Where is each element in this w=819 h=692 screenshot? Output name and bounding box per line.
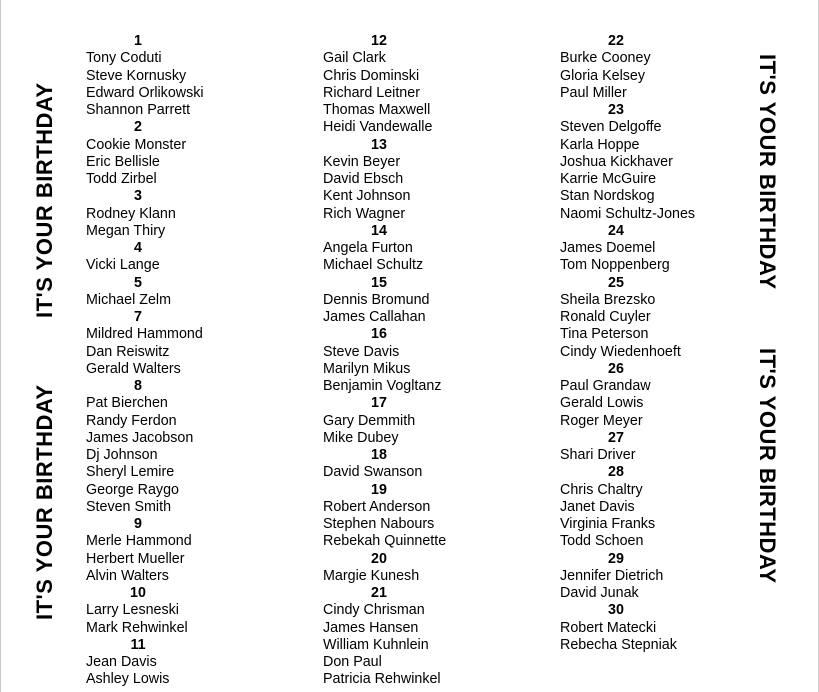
person-name: Mike Dubey xyxy=(323,429,399,446)
person-name: Herbert Mueller xyxy=(86,550,185,567)
person-name: Joshua Kickhaver xyxy=(560,153,673,170)
person-name: Dj Johnson xyxy=(86,447,158,463)
person-name: Kevin Beyer xyxy=(323,153,401,170)
day-number: 10 xyxy=(130,585,146,601)
person-name: Chris Chaltry xyxy=(560,481,643,498)
person-name: Steven Delgoffe xyxy=(560,119,662,136)
person-name: Margie Kunesh xyxy=(323,567,420,584)
banner-right-bottom: IT'S YOUR BIRTHDAY xyxy=(755,348,780,584)
person-name: Karrie McGuire xyxy=(560,171,657,187)
banner-left-bottom: IT'S YOUR BIRTHDAY xyxy=(32,384,57,620)
person-name: James Jacobson xyxy=(86,429,194,446)
person-name: Megan Thiry xyxy=(86,222,166,239)
person-name: Jean Davis xyxy=(86,654,157,670)
person-name: David Swanson xyxy=(323,464,423,481)
person-name: Don Paul xyxy=(323,654,382,670)
person-name: Stan Nordskog xyxy=(560,188,655,205)
day-number: 22 xyxy=(608,33,624,49)
person-name: Roger Meyer xyxy=(560,412,643,429)
person-name: Shari Driver xyxy=(560,447,636,463)
person-name: Angela Furton xyxy=(323,240,413,256)
person-name: Burke Cooney xyxy=(560,50,651,67)
day-number: 5 xyxy=(134,274,142,291)
person-name: James Hansen xyxy=(323,619,419,636)
day-number: 24 xyxy=(608,222,624,239)
person-name: Alvin Walters xyxy=(86,567,169,584)
person-name: Gary Demmith xyxy=(323,412,416,429)
day-number: 17 xyxy=(371,395,387,412)
person-name: Vicki Lange xyxy=(86,257,160,274)
person-name: Larry Lesneski xyxy=(86,602,179,619)
person-name: Merle Hammond xyxy=(86,533,192,550)
day-number: 16 xyxy=(371,326,387,343)
person-name: Richard Leitner xyxy=(323,84,420,101)
person-name: Steve Kornusky xyxy=(86,67,187,84)
day-number: 1 xyxy=(134,33,142,49)
day-number: 11 xyxy=(130,636,146,653)
person-name: Tony Coduti xyxy=(86,50,162,67)
person-name: Gloria Kelsey xyxy=(560,67,646,84)
person-name: Dennis Bromund xyxy=(323,291,430,308)
day-number: 12 xyxy=(371,33,387,49)
person-name: Sheila Brezsko xyxy=(560,291,656,308)
day-number: 28 xyxy=(608,464,624,481)
person-name: Tina Peterson xyxy=(560,326,649,343)
person-name: Cookie Monster xyxy=(86,136,187,153)
person-name: Todd Zirbel xyxy=(86,171,157,187)
day-number: 2 xyxy=(134,119,142,136)
day-number: 14 xyxy=(371,222,387,239)
person-name: Rich Wagner xyxy=(323,205,406,222)
person-name: Benjamin Vogltanz xyxy=(323,378,442,394)
day-number: 8 xyxy=(134,378,142,394)
person-name: George Raygo xyxy=(86,481,179,498)
person-name: Robert Matecki xyxy=(560,619,657,636)
day-number: 23 xyxy=(608,102,624,118)
day-number: 4 xyxy=(134,240,142,256)
person-name: Cindy Wiedenhoeft xyxy=(560,343,681,360)
person-name: Marilyn Mikus xyxy=(323,360,411,377)
person-name: Rebecha Stepniak xyxy=(560,636,677,653)
person-name: Virginia Franks xyxy=(560,516,656,532)
birthday-column-3 xyxy=(560,33,790,654)
banner-right-top: IT'S YOUR BIRTHDAY xyxy=(755,54,780,290)
person-name: Michael Zelm xyxy=(86,291,172,308)
person-name: Gail Clark xyxy=(323,50,386,67)
person-name: Eric Bellisle xyxy=(86,153,160,170)
person-name: Tom Noppenberg xyxy=(560,257,670,274)
person-name: Steven Smith xyxy=(86,498,172,515)
day-number: 30 xyxy=(608,602,624,619)
day-number: 18 xyxy=(371,447,387,463)
person-name: Rodney Klann xyxy=(86,205,176,222)
birthday-column-2 xyxy=(323,33,553,689)
person-name: Mark Rehwinkel xyxy=(86,619,188,636)
person-name: Naomi Schultz-Jones xyxy=(560,205,696,222)
person-name: Ashley Lowis xyxy=(86,671,170,688)
person-name: Janet Davis xyxy=(560,498,635,515)
person-name: Sheryl Lemire xyxy=(86,464,175,481)
day-number: 25 xyxy=(608,274,624,291)
day-number: 27 xyxy=(608,429,624,446)
person-name: David Junak xyxy=(560,585,639,601)
person-name: Cindy Chrisman xyxy=(323,602,425,619)
person-name: Gerald Walters xyxy=(86,360,181,377)
day-number: 26 xyxy=(608,360,624,377)
person-name: Kent Johnson xyxy=(323,188,411,205)
person-name: Edward Orlikowski xyxy=(86,84,204,101)
person-name: Todd Schoen xyxy=(560,533,644,550)
day-number: 13 xyxy=(371,136,387,153)
day-number: 15 xyxy=(371,274,387,291)
person-name: Paul Grandaw xyxy=(560,378,651,394)
person-name: Stephen Nabours xyxy=(323,516,435,532)
person-name: James Callahan xyxy=(323,309,426,325)
page-border-left xyxy=(0,0,1,692)
person-name: Paul Miller xyxy=(560,84,627,101)
person-name: Ronald Cuyler xyxy=(560,309,651,325)
banner-left-top: IT'S YOUR BIRTHDAY xyxy=(32,82,57,318)
day-number: 9 xyxy=(134,516,142,532)
person-name: William Kuhnlein xyxy=(323,636,429,653)
person-name: Gerald Lowis xyxy=(560,395,644,412)
person-name: Karla Hoppe xyxy=(560,136,640,153)
day-number: 3 xyxy=(134,188,142,205)
day-number: 20 xyxy=(371,550,387,567)
day-number: 7 xyxy=(134,309,142,325)
person-name: David Ebsch xyxy=(323,171,404,187)
person-name: Heidi Vandewalle xyxy=(323,119,433,136)
day-number: 19 xyxy=(371,481,387,498)
person-name: Pat Bierchen xyxy=(86,395,168,412)
person-name: Mildred Hammond xyxy=(86,326,203,343)
person-name: Robert Anderson xyxy=(323,498,431,515)
person-name: Steve Davis xyxy=(323,343,400,360)
person-name: James Doemel xyxy=(560,240,656,256)
person-name: Rebekah Quinnette xyxy=(323,533,447,550)
day-number: 29 xyxy=(608,550,624,567)
birthday-column-1 xyxy=(86,33,316,689)
day-number: 21 xyxy=(371,585,387,601)
person-name: Chris Dominski xyxy=(323,67,420,84)
person-name: Michael Schultz xyxy=(323,257,424,274)
person-name: Randy Ferdon xyxy=(86,412,177,429)
person-name: Shannon Parrett xyxy=(86,102,191,118)
person-name: Jennifer Dietrich xyxy=(560,567,664,584)
person-name: Dan Reiswitz xyxy=(86,343,170,360)
person-name: Patricia Rehwinkel xyxy=(323,671,441,688)
person-name: Thomas Maxwell xyxy=(323,102,431,118)
